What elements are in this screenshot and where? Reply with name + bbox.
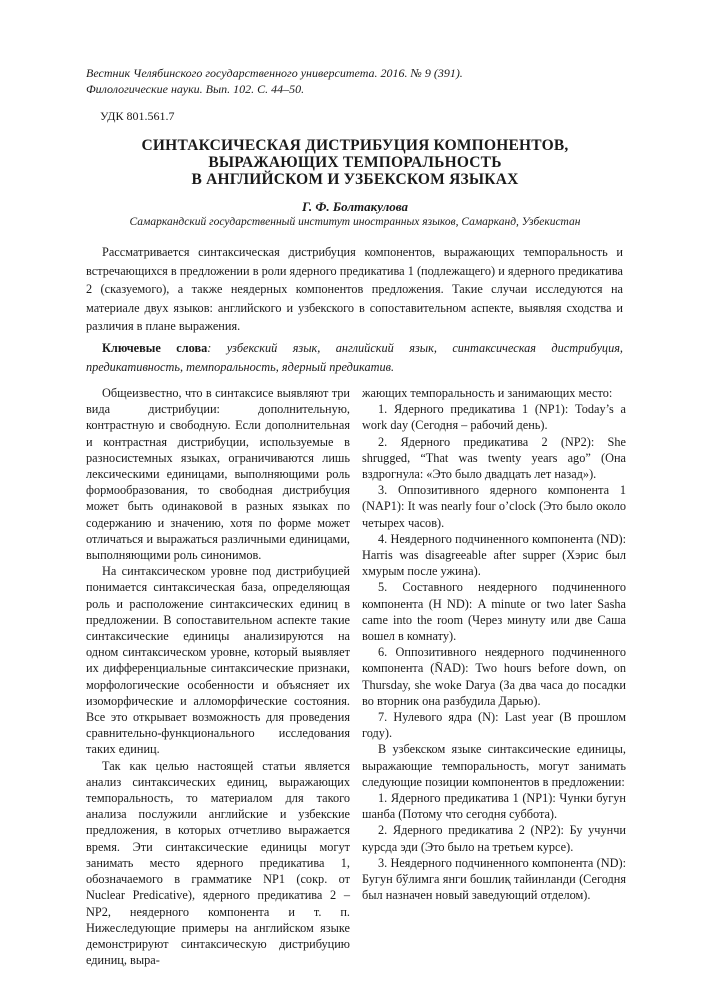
title-line-1: СИНТАКСИЧЕСКАЯ ДИСТРИБУЦИЯ КОМПОНЕНТОВ, xyxy=(141,137,569,154)
example-item: 3. Оппозитивного ядерного компонента 1 (NAP1): It was nearly four o’clock (Это было около четырех часов). xyxy=(362,483,626,530)
body-paragraph: Общеизвестно, что в синтаксисе выявляют три вида дистрибуции: дополнительную, контрастную и свободную. Если дополнительная и контрастная дистрибуции, используемые в разносистемных языках, ограничиваются лишь лексическими единицами, выполняющими роль формообразования, то свободная дистрибуция может быть одинаковой в разных языках по содержанию и значению, хотя по форме может отличаться и выражаться различными единицами, выполняющими роль синонимов. xyxy=(86,386,350,563)
example-item: 4. Неядерного подчиненного компонента (ND): Harris was disagreeable after supper (Хэрис был хмурым после ужина). xyxy=(362,531,626,579)
body-paragraph: На синтаксическом уровне под дистрибуцией понимается синтаксическая база, определяющая роль и расположение синтаксических единиц в предложении. В сопоставительном аспекте такие синтаксические единицы анализируются на одном синтаксическом уровне, который выявляет их дифференциальные синтаксические признаки, морфологические особенности и объясняет их изоморфические и алломорфические состояния. Все это открывает возможность для проведения сравнительно-функционального исследования таких единиц. xyxy=(86,564,350,757)
example-item: 6. Оппозитивного неядерного подчиненного компонента (N̄AD): Two hours before down, on Thursday, she woke Darya (За два часа до посадки во вторник она разбудила Дарью). xyxy=(362,645,626,708)
body-paragraph-continuation: жающих темпоральность и занимающих место: xyxy=(362,386,613,400)
title-line-2: ВЫРАЖАЮЩИХ ТЕМПОРАЛЬНОСТЬ xyxy=(208,154,502,171)
author-name: Г. Ф. Болтакулова xyxy=(301,199,409,214)
journal-line-1: Вестник Челябинского государственного университета. 2016. № 9 (391). xyxy=(86,66,463,80)
body-paragraph: Так как целью настоящей статьи является анализ синтаксических единиц, выражающих темпоральность, то материалом для такого анализа послужили английские и узбекские предложения, в которых отчетливо выражается время. Эти синтаксические единицы могут занимать место ядерного предикатива 1, обозначаемого в грамматике NP1 (сокр. от Nuclear Predicative), ядерного предикатива 2 – NP2, неядерного компонента и т. п. Нижеследующие примеры на английском языке демонстрируют синтаксическую дистрибуцию единиц, выра- xyxy=(86,758,350,968)
example-item: 5. Составного неядерного подчиненного компонента (H ND): A minute or two later Sasha came into the room (Через минуту или две Саша вошел в комнату). xyxy=(362,580,626,644)
journal-line-2: Филологические науки. Вып. 102. С. 44–50. xyxy=(86,82,305,96)
abstract-text: Рассматривается синтаксическая дистрибуция компонентов, выражающих темпоральность и встречающихся в предложении в роли ядерного предикатива 1 (подлежащего) и ядерного предикатива 2 (сказуемого), а также неядерных компонентов предложения. Такие случаи исследуются на материале двух языков: английского и узбекского в сопоставительном аспекте, выявляя сходства и различия в плане выражения. xyxy=(86,245,623,334)
example-item: 1. Ядерного предикатива 1 (NP1): Today’s a work day (Сегодня – рабочий день). xyxy=(362,402,626,433)
title-line-3: В АНГЛИЙСКОМ И УЗБЕКСКОМ ЯЗЫКАХ xyxy=(191,171,519,188)
udk-code: УДК 801.561.7 xyxy=(100,109,175,123)
example-item: 2. Ядерного предикатива 2 (NP2): She shrugged, “That was twenty years ago” (Она вздрогнула: «Это было двадцать лет назад»). xyxy=(362,434,626,482)
example-item: 1. Ядерного предикатива 1 (NP1): Чунки бугун шанба (Потому что сегодня суббота). xyxy=(362,791,626,822)
keywords-label: Ключевые слова xyxy=(102,341,208,355)
body-paragraph: В узбекском языке синтаксические единицы, выражающие темпоральность, могут занимать следующие позиции компонентов в предложении: xyxy=(362,742,626,789)
article-title xyxy=(60,137,650,188)
keywords-items: : узбекский язык, английский язык, синтаксическая дистрибуция, предикативность, темпоральность, ядерный предикатив. xyxy=(86,341,624,374)
example-item: 7. Нулевого ядра (N): Last year (В прошлом году). xyxy=(362,710,626,741)
left-column xyxy=(86,385,350,968)
author-affiliation: Самаркандский государственный институт иностранных языков, Самарканд, Узбекистан xyxy=(129,216,581,228)
right-column xyxy=(362,385,626,904)
keywords xyxy=(86,339,623,376)
example-item: 3. Неядерного подчиненного компонента (ND): Бугун бўлимга янги бошлиқ тайинланди (Сегодня был назначен новый заведующий отделом). xyxy=(362,855,626,903)
abstract xyxy=(86,243,623,336)
example-item: 2. Ядерного предикатива 2 (NP2): Бу учунчи курсда эди (Это было на третьем курсе). xyxy=(362,823,626,854)
journal-header xyxy=(86,65,646,97)
